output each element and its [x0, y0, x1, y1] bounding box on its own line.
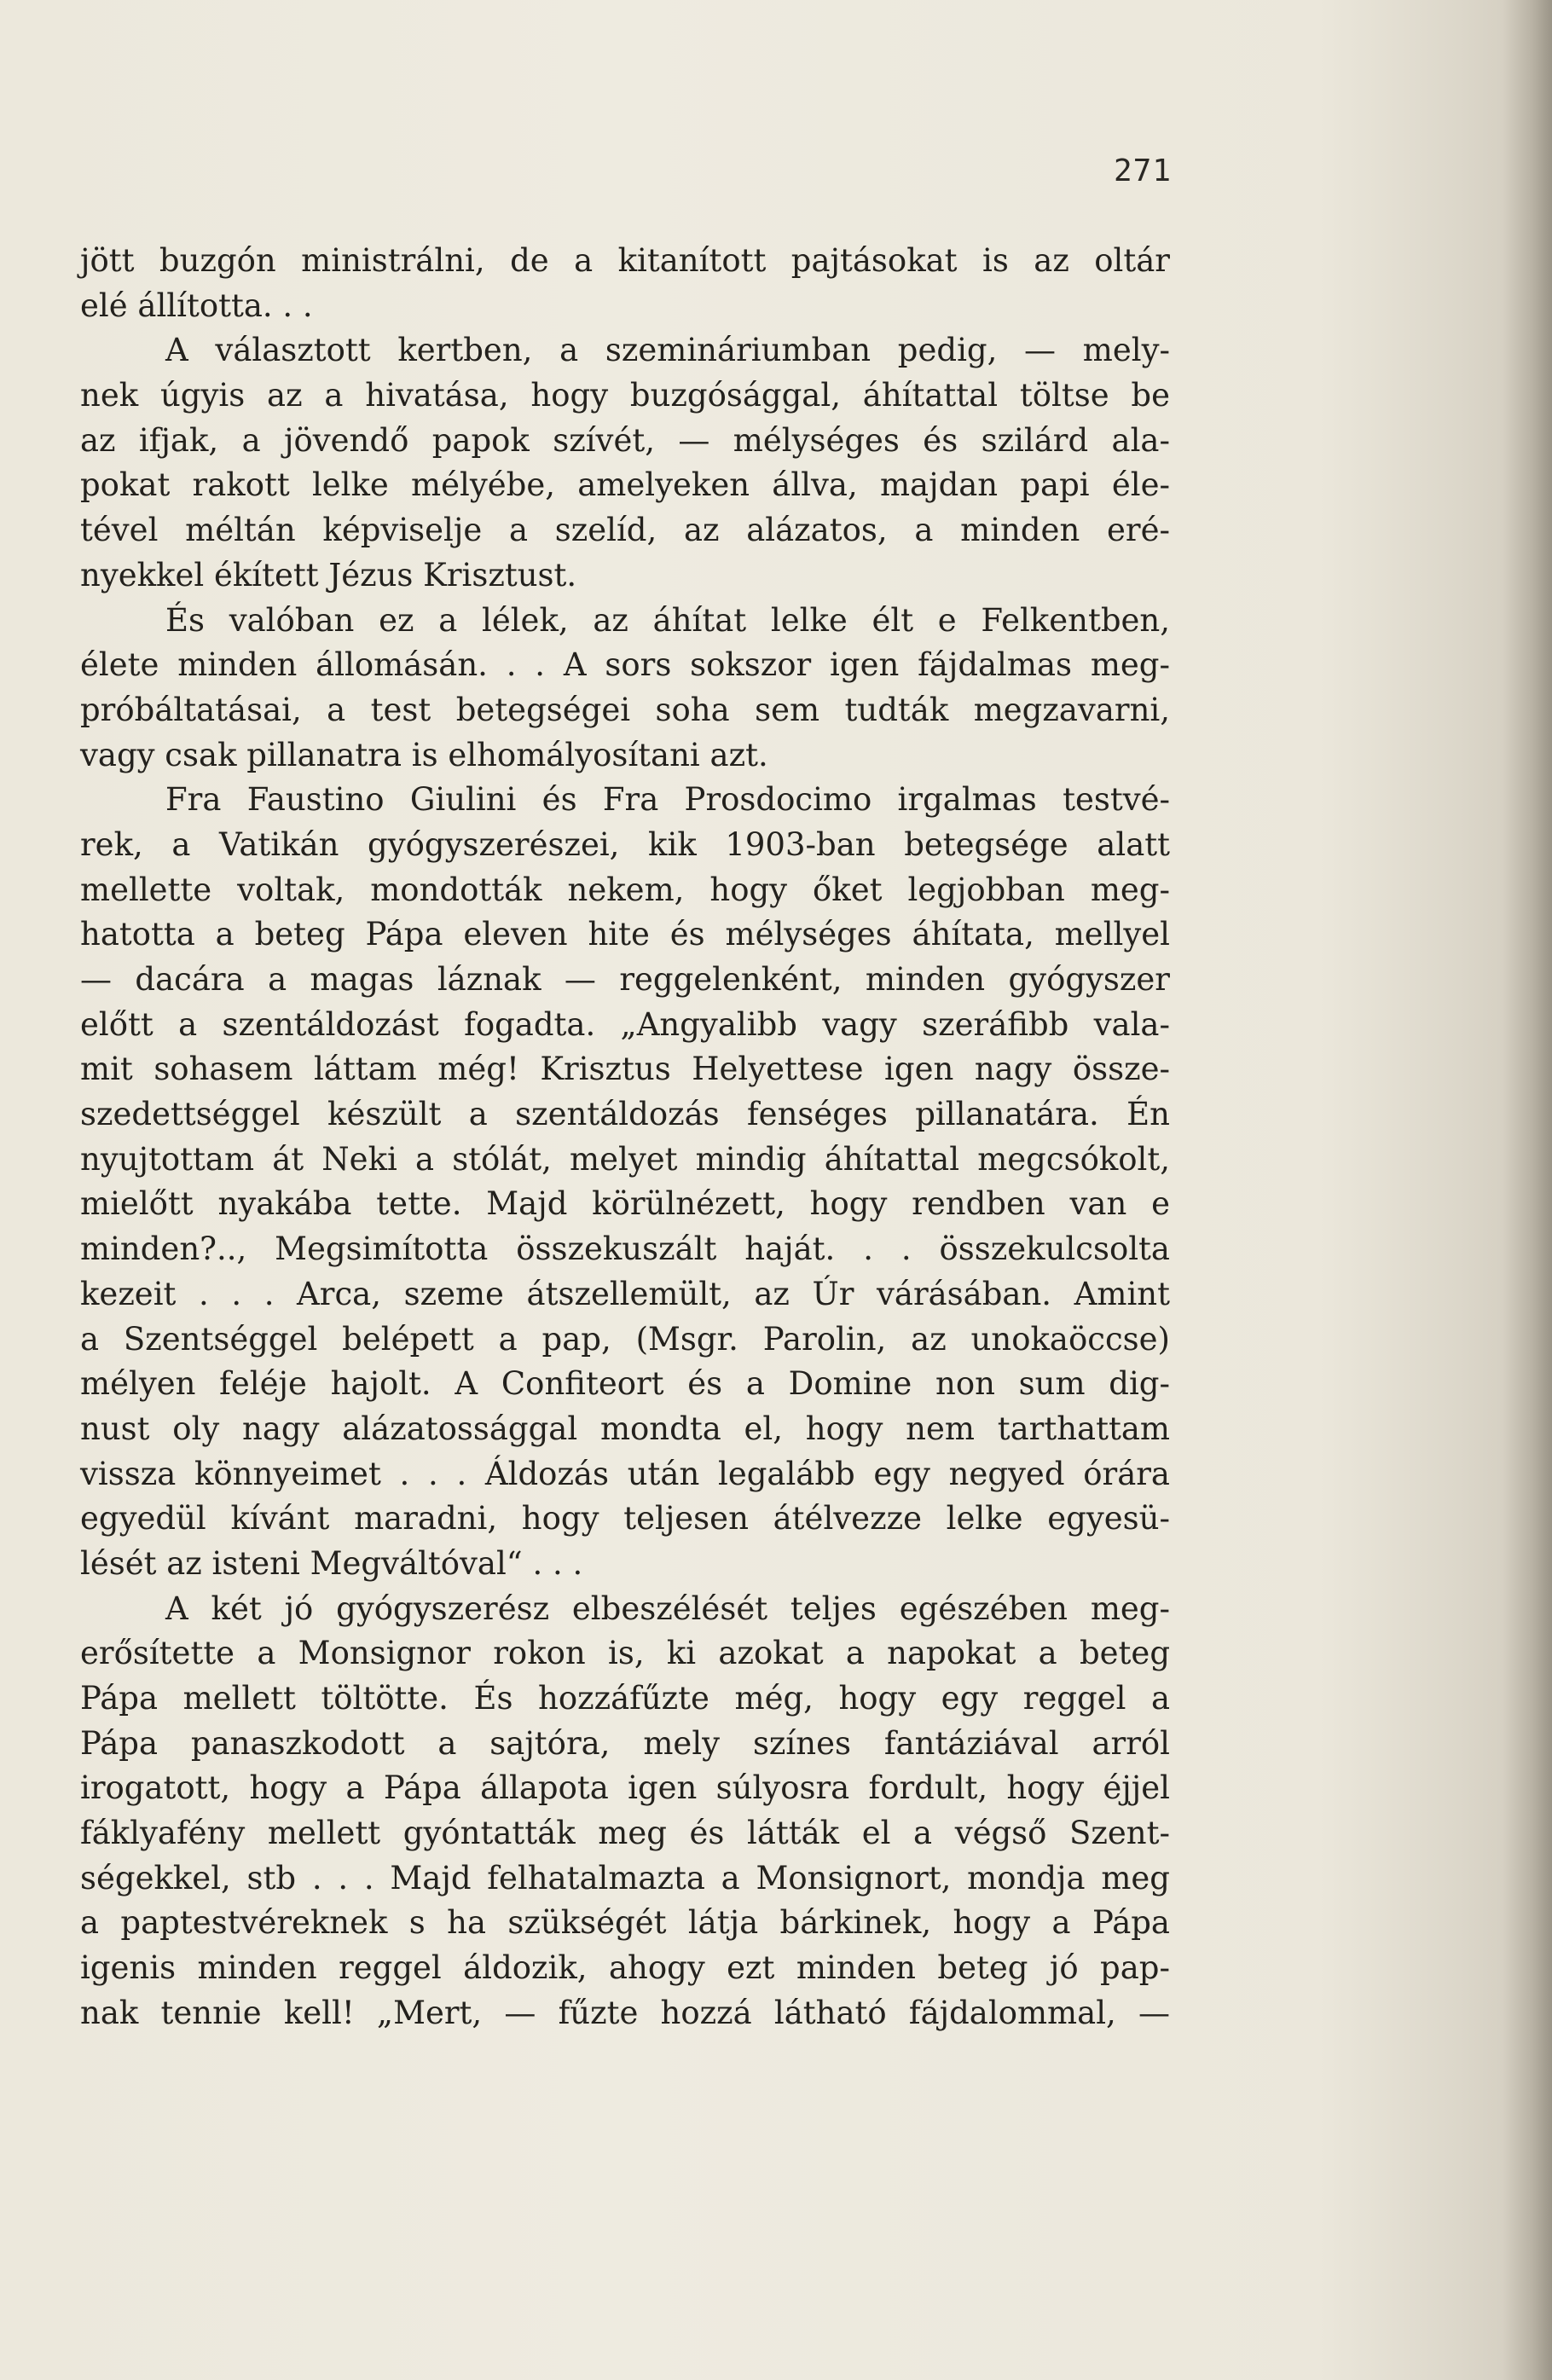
text-line: irogatott, hogy a Pápa állapota igen súlyosra fordult, hogy éjjel — [80, 1769, 1170, 1807]
text-line: — dacára a magas láznak — reggelenként, minden gyógyszer — [80, 961, 1170, 998]
text-line: élete minden állomásán. . . A sors sokszor igen fájdalmas meg- — [80, 646, 1170, 684]
text-line: vagy csak pillanatra is elhomályosítani azt. — [80, 736, 768, 773]
text-line: nyujtottam át Neki a stólát, melyet mindig áhítattal megcsókolt, — [80, 1140, 1170, 1178]
text-line: mit sohasem láttam még! Krisztus Helyettese igen nagy össze- — [80, 1051, 1170, 1088]
text-line: Pápa panaszkodott a sajtóra, mely színes fantáziával arról — [80, 1724, 1170, 1762]
text-line: tével méltán képviselje a szelíd, az alázatos, a minden eré- — [80, 512, 1170, 549]
text-line: próbáltatásai, a test betegségei soha sem tudták megzavarni, — [80, 691, 1170, 728]
text-line: pokat rakott lelke mélyébe, amelyeken állva, majdan papi éle- — [80, 466, 1170, 504]
text-line: fáklyafény mellett gyóntatták meg és látták el a végső Szent- — [80, 1815, 1170, 1852]
text-line: nyekkel ékített Jézus Krisztust. — [80, 556, 577, 594]
text-line: nak tennie kell! „Mert, — fűzte hozzá látható fájdalommal, — — [80, 1994, 1170, 2031]
text-line: a paptestvéreknek s ha szükségét látja bárkinek, hogy a Pápa — [80, 1904, 1170, 1942]
body-text — [80, 239, 1170, 2036]
text-line: mellette voltak, mondották nekem, hogy őket legjobban meg- — [80, 871, 1170, 908]
page-number: 271 — [1114, 153, 1173, 188]
text-line: Fra Faustino Giulini és Fra Prosdocimo irgalmas testvé- — [165, 781, 1170, 819]
text-line: A két jó gyógyszerész elbeszélését teljes egészében meg- — [165, 1590, 1170, 1627]
text-line: a Szentséggel belépett a pap, (Msgr. Parolin, az unokaöccse) — [80, 1320, 1170, 1358]
text-line: nust oly nagy alázatossággal mondta el, hogy nem tarthattam — [80, 1410, 1170, 1447]
text-line: egyedül kívánt maradni, hogy teljesen átélvezze lelke egyesü- — [80, 1500, 1170, 1537]
text-line: hatotta a beteg Pápa eleven hite és mélységes áhítata, mellyel — [80, 916, 1170, 953]
text-line: És valóban ez a lélek, az áhítat lelke élt e Felkentben, — [165, 601, 1170, 639]
text-line: előtt a szentáldozást fogadta. „Angyalibb vagy szeráfibb vala- — [80, 1005, 1170, 1043]
page-spine-shadow — [1503, 0, 1552, 2380]
text-line: A választott kertben, a szemináriumban pedig, — mely- — [165, 332, 1170, 369]
text-line: igenis minden reggel áldozik, ahogy ezt minden beteg jó pap- — [80, 1949, 1170, 1987]
text-line: az ifjak, a jövendő papok szívét, — mélységes és szilárd ala- — [80, 421, 1170, 459]
text-line: rek, a Vatikán gyógyszerészei, kik 1903-ban betegsége alatt — [80, 825, 1170, 863]
text-line: kezeit . . . Arca, szeme átszellemült, az Úr várásában. Amint — [80, 1275, 1170, 1312]
text-line: elé állította. . . — [80, 287, 313, 324]
text-line: vissza könnyeimet . . . Áldozás után legalább egy negyed órára — [80, 1455, 1170, 1492]
text-line: minden?.., Megsimította összekuszált haját. . . összekulcsolta — [80, 1231, 1170, 1268]
text-line: ségekkel, stb . . . Majd felhatalmazta a Monsignort, mondja meg — [80, 1859, 1170, 1896]
text-line: szedettséggel készült a szentáldozás fenséges pillanatára. Én — [80, 1096, 1170, 1133]
text-line: erősítette a Monsignor rokon is, ki azokat a napokat a beteg — [80, 1635, 1170, 1672]
text-line: Pápa mellett töltötte. És hozzáfűzte még, hogy egy reggel a — [80, 1680, 1170, 1717]
text-line: mélyen feléje hajolt. A Confiteort és a Domine non sum dig- — [80, 1365, 1170, 1403]
text-line: jött buzgón ministrálni, de a kitanított pajtásokat is az oltár — [80, 242, 1170, 279]
text-line: nek úgyis az a hivatása, hogy buzgósággal, áhítattal töltse be — [80, 377, 1170, 414]
text-line: lését az isteni Megváltóval“ . . . — [80, 1544, 583, 1582]
text-line: mielőtt nyakába tette. Majd körülnézett, hogy rendben van e — [80, 1185, 1170, 1223]
